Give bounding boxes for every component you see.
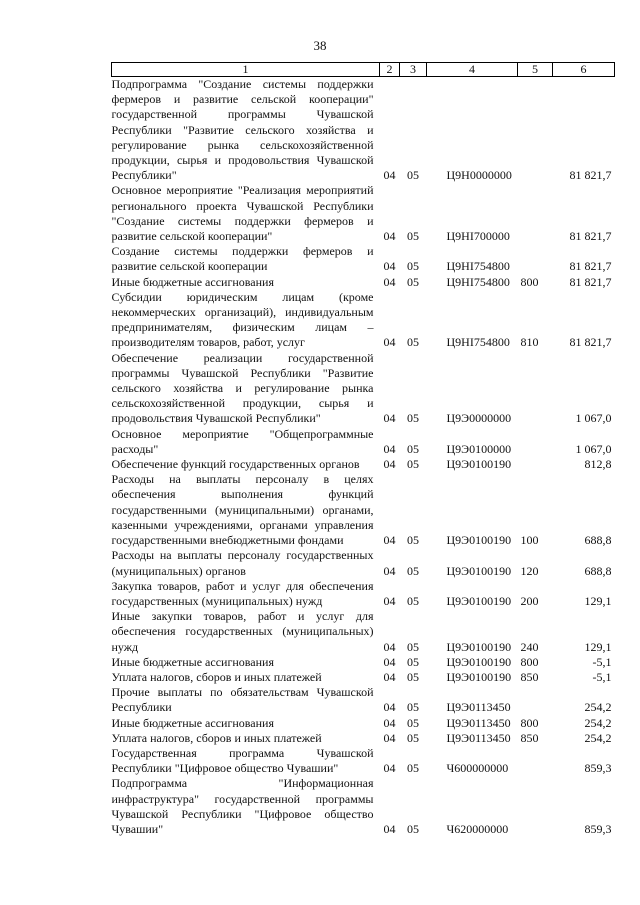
row-target-article: Ц9Н0000000 — [446, 168, 512, 183]
table-row — [112, 746, 615, 776]
row-section-code: 04 — [383, 669, 396, 684]
row-name: Прочие выплаты по обязательствам Чувашской Республики — [111, 685, 374, 715]
row-name: Иные бюджетные ассигнования — [111, 274, 274, 289]
row-target-article: Ц9Э0100190 — [446, 533, 512, 548]
table-row — [112, 457, 615, 472]
row-target-article: Ц9Э0113450 — [446, 700, 511, 715]
row-amount: 129,1 — [584, 593, 612, 608]
row-subsection-code: 05 — [407, 335, 419, 350]
table-row — [112, 290, 615, 351]
header-col-1: 1 — [112, 63, 380, 77]
row-amount: 81 821,7 — [569, 335, 612, 350]
row-target-article: Ц9НI754800 — [446, 259, 510, 274]
table-row — [112, 183, 615, 244]
row-subsection-code: 05 — [407, 669, 419, 684]
row-subsection-code: 05 — [407, 441, 419, 456]
row-section-code: 04 — [383, 441, 396, 456]
row-expense-type: 850 — [520, 669, 539, 684]
row-amount: 81 821,7 — [569, 259, 612, 274]
row-expense-type: 810 — [520, 335, 539, 350]
row-subsection-code: 05 — [407, 274, 419, 289]
table-row — [112, 776, 615, 837]
row-subsection-code: 05 — [407, 715, 419, 730]
row-amount: 812,8 — [584, 457, 612, 472]
row-name: Расходы на выплаты персоналу в целях обеспечения выполнения функций государственными (муниципальными) органами, казенными учреждениями, органами управления государственными внебюджетными фондами — [111, 472, 374, 548]
row-name: Подпрограмма "Создание системы поддержки фермеров и развитие сельской кооперации" государственной программы Чувашской Республики "Развитие сельского хозяйства и регулирование рынка сельскохозяйственной продукции, сырья и продовольствия Чувашской Республики" — [111, 77, 374, 183]
row-expense-type: 800 — [520, 715, 539, 730]
row-name: Государственная программа Чувашской Республики "Цифровое общество Чувашии" — [111, 745, 374, 776]
row-subsection-code: 05 — [407, 229, 419, 244]
row-target-article: Ц9Э0100000 — [446, 441, 512, 456]
row-target-article: Ц9Э0000000 — [446, 411, 512, 426]
row-name: Обеспечение функций государственных органов — [111, 457, 360, 472]
table-body — [112, 77, 615, 838]
row-target-article: Ц9НI700000 — [446, 229, 510, 244]
row-subsection-code: 05 — [407, 168, 419, 183]
row-name: Обеспечение реализации государственной программы Чувашской Республики "Развитие сельского хозяйства и регулирование рынка сельскохозяйственной продукции, сырья и продовольствия Чувашской Республики" — [111, 350, 374, 426]
row-section-code: 04 — [383, 168, 396, 183]
row-target-article: Ц9Э0100190 — [446, 654, 512, 669]
row-name: Подпрограмма "Информационная инфраструктура" государственной программы Чувашской Республики "Цифровое общество Чувашии" — [111, 776, 374, 836]
header-col-6: 6 — [553, 63, 615, 77]
row-expense-type — [518, 685, 553, 715]
row-expense-type: 200 — [520, 593, 539, 608]
table-row — [112, 579, 615, 609]
table-row — [112, 731, 615, 746]
table-header-row — [112, 63, 615, 77]
row-name: Иные бюджетные ассигнования — [111, 654, 274, 669]
row-name: Закупка товаров, работ и услуг для обеспечения государственных (муниципальных) нужд — [111, 578, 374, 608]
header-col-3: 3 — [400, 63, 427, 77]
row-name: Уплата налогов, сборов и иных платежей — [111, 669, 322, 684]
row-name: Уплата налогов, сборов и иных платежей — [111, 730, 322, 745]
row-expense-type: 240 — [520, 639, 539, 654]
row-expense-type: 800 — [520, 274, 539, 289]
row-name: Иные бюджетные ассигнования — [111, 715, 274, 730]
row-section-code: 04 — [383, 821, 396, 836]
row-name: Иные закупки товаров, работ и услуг для обеспечения государственных (муниципальных) нужд — [111, 609, 374, 654]
row-amount: 859,3 — [584, 821, 612, 836]
row-target-article: Ч600000000 — [446, 761, 509, 776]
row-target-article: Ц9НI754800 — [446, 335, 510, 350]
row-section-code: 04 — [383, 761, 396, 776]
row-section-code: 04 — [383, 533, 396, 548]
row-subsection-code: 05 — [407, 533, 419, 548]
row-amount: 254,2 — [584, 715, 612, 730]
header-col-2: 2 — [380, 63, 400, 77]
row-expense-type — [518, 746, 553, 776]
row-target-article: Ц9Э0100190 — [446, 639, 512, 654]
table-row — [112, 351, 615, 427]
row-section-code: 04 — [383, 229, 396, 244]
row-name: Субсидии юридическим лицам (кроме некоммерческих организаций), индивидуальным предпринимателям, физическим лицам – производителям товаров, работ, услуг — [111, 289, 374, 350]
row-expense-type — [518, 776, 553, 837]
row-expense-type: 800 — [520, 654, 539, 669]
header-col-5: 5 — [518, 63, 553, 77]
row-target-article: Ц9Э0100190 — [446, 593, 512, 608]
table-row — [112, 244, 615, 274]
row-name: Основное мероприятие "Реализация мероприятий регионального проекта Чувашской Республики "Создание системы поддержки фермеров и развитие сельской кооперации" — [111, 183, 374, 244]
table-row — [112, 685, 615, 715]
row-section-code: 04 — [383, 274, 396, 289]
header-col-4: 4 — [427, 63, 518, 77]
row-target-article: Ц9Э0100190 — [446, 669, 512, 684]
row-section-code: 04 — [383, 563, 396, 578]
row-expense-type — [518, 244, 553, 274]
row-expense-type — [518, 427, 553, 457]
row-subsection-code: 05 — [407, 730, 419, 745]
row-subsection-code: 05 — [407, 639, 419, 654]
row-amount: 81 821,7 — [569, 229, 612, 244]
row-expense-type: 100 — [520, 533, 539, 548]
row-subsection-code: 05 — [407, 700, 419, 715]
row-subsection-code: 05 — [407, 654, 419, 669]
row-amount: 254,2 — [584, 730, 612, 745]
row-amount: 688,8 — [584, 533, 612, 548]
row-amount: 129,1 — [584, 639, 612, 654]
row-amount: 1 067,0 — [575, 411, 612, 426]
row-name: Основное мероприятие "Общепрограммные расходы" — [111, 426, 374, 456]
row-amount: -5,1 — [592, 669, 612, 684]
row-subsection-code: 05 — [407, 411, 419, 426]
row-section-code: 04 — [383, 335, 396, 350]
table-row — [112, 77, 615, 184]
row-expense-type — [518, 457, 553, 472]
row-amount: -5,1 — [592, 654, 612, 669]
row-amount: 688,8 — [584, 563, 612, 578]
table-row — [112, 716, 615, 731]
row-amount: 1 067,0 — [575, 441, 612, 456]
row-amount: 81 821,7 — [569, 168, 612, 183]
row-subsection-code: 05 — [407, 259, 419, 274]
row-target-article: Ц9Э0100190 — [446, 563, 512, 578]
table-row — [112, 472, 615, 548]
row-expense-type — [518, 183, 553, 244]
row-expense-type: 850 — [520, 730, 539, 745]
row-target-article: Ц9Э0113450 — [446, 730, 511, 745]
row-section-code: 04 — [383, 730, 396, 745]
row-amount: 254,2 — [584, 700, 612, 715]
row-target-article: Ч620000000 — [446, 821, 509, 836]
row-section-code: 04 — [383, 715, 396, 730]
row-expense-type: 120 — [520, 563, 539, 578]
row-section-code: 04 — [383, 457, 396, 472]
table-row — [112, 609, 615, 655]
row-name: Расходы на выплаты персоналу государственных (муниципальных) органов — [111, 548, 374, 578]
row-subsection-code: 05 — [407, 593, 419, 608]
row-expense-type — [518, 351, 553, 427]
row-name: Создание системы поддержки фермеров и развитие сельской кооперации — [111, 244, 374, 274]
row-subsection-code: 05 — [407, 563, 419, 578]
table-row — [112, 427, 615, 457]
row-subsection-code: 05 — [407, 457, 419, 472]
row-section-code: 04 — [383, 639, 396, 654]
row-subsection-code: 05 — [407, 761, 419, 776]
row-section-code: 04 — [383, 259, 396, 274]
table-row — [112, 670, 615, 685]
row-target-article: Ц9Э0100190 — [446, 457, 512, 472]
budget-table — [111, 62, 615, 837]
row-amount: 81 821,7 — [569, 274, 612, 289]
row-subsection-code: 05 — [407, 821, 419, 836]
table-row — [112, 655, 615, 670]
page-number: 38 — [313, 38, 327, 53]
row-section-code: 04 — [383, 654, 396, 669]
row-target-article: Ц9Э0113450 — [446, 715, 511, 730]
table-row — [112, 275, 615, 290]
row-expense-type — [518, 77, 553, 184]
row-amount: 859,3 — [584, 761, 612, 776]
table-row — [112, 548, 615, 578]
row-section-code: 04 — [383, 411, 396, 426]
row-section-code: 04 — [383, 700, 396, 715]
row-section-code: 04 — [383, 593, 396, 608]
row-target-article: Ц9НI754800 — [446, 274, 510, 289]
